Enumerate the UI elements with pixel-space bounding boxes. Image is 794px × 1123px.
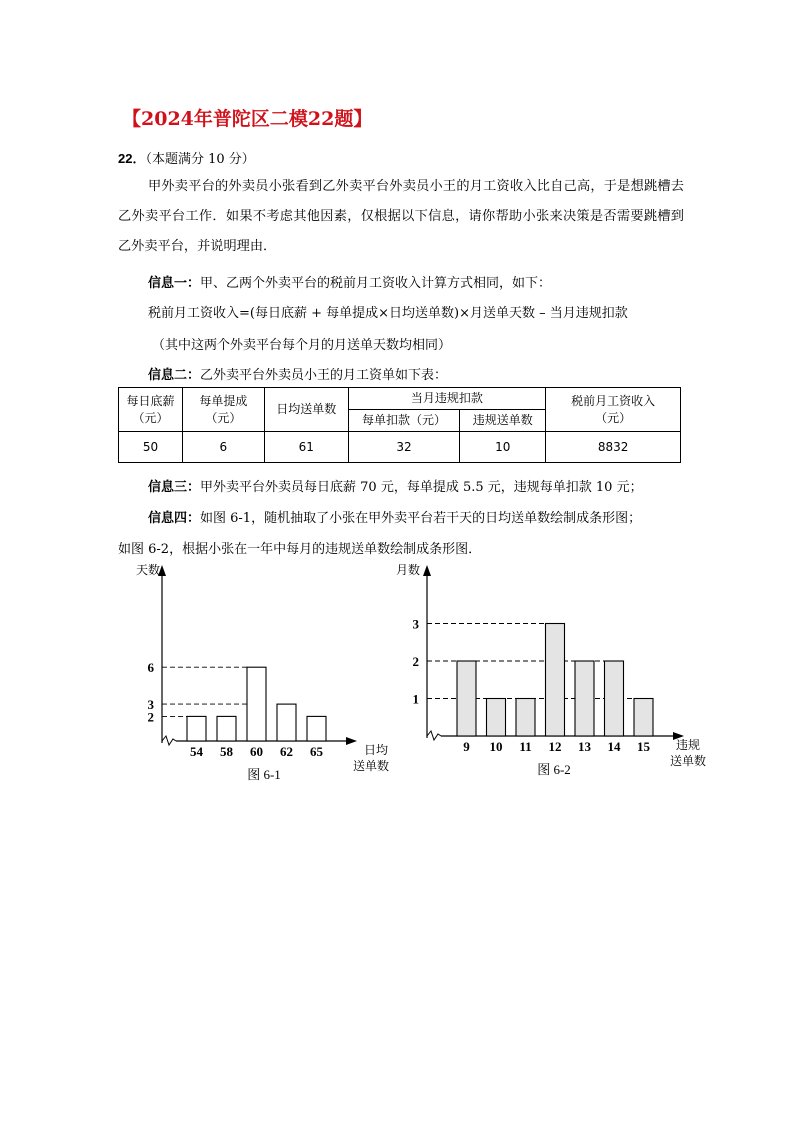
x-tick-label: 11 xyxy=(519,739,532,754)
y-axis-label: 月数 xyxy=(396,563,421,577)
table-cell: 50 xyxy=(119,432,183,463)
info1-label: 信息一： xyxy=(148,276,201,291)
x-tick-label: 62 xyxy=(280,744,293,759)
bar xyxy=(247,667,266,741)
info4-line2: 如图 6-2，根据小张在一年中每月的违规送单数绘制成条形图． xyxy=(118,542,482,557)
info4 xyxy=(148,507,641,526)
bar xyxy=(457,661,476,736)
info4-text: 如图 6-1，随机抽取了小张在甲外卖平台若干天的日均送单数绘制成条形图； xyxy=(200,511,642,526)
y-tick-label: 3 xyxy=(147,697,154,713)
x-axis-label: 违规 xyxy=(676,738,701,752)
th-base-pay: 每日底薪 （元） xyxy=(119,388,183,432)
question-header xyxy=(118,148,255,167)
info4-label: 信息四： xyxy=(148,511,201,526)
problem-title: 【2024年普陀区二模22题】 xyxy=(122,108,373,130)
axis-break xyxy=(162,736,176,745)
salary-table xyxy=(118,387,681,463)
th-daily-orders: 日均送单数 xyxy=(264,388,348,432)
y-tick-label: 3 xyxy=(412,616,419,632)
y-axis-label: 天数 xyxy=(136,563,161,577)
table-cell: 32 xyxy=(348,432,460,463)
bar xyxy=(634,699,653,737)
bar xyxy=(546,624,565,737)
question-number: 22． xyxy=(118,151,146,166)
formula-note: （其中这两个外卖平台每个月的月送单天数均相同） xyxy=(152,338,452,353)
x-tick-label: 14 xyxy=(607,739,621,754)
bar xyxy=(516,699,535,737)
table-cell: 6 xyxy=(182,432,264,463)
table-cell: 8832 xyxy=(546,432,681,463)
x-tick-label: 10 xyxy=(489,739,503,754)
axis-break xyxy=(427,731,441,740)
bar xyxy=(307,716,326,741)
y-axis-arrow xyxy=(423,565,431,576)
question-paragraph: 甲外卖平台的外卖员小张看到乙外卖平台外卖员小王的月工资收入比自己高，于是想跳槽去乙外卖平台工作．如果不考虑其他因素，仅根据以下信息，请你帮助小张来决策是否需要跳槽到乙外卖平台，并说明理由． xyxy=(118,179,684,254)
th-income: 税前月工资收入 （元） xyxy=(546,388,681,432)
info1 xyxy=(148,272,551,291)
chart-caption: 图 6-2 xyxy=(537,762,571,777)
score-note: （本题满分 10 分） xyxy=(145,152,255,167)
th-deduction-group: 当月违规扣款 xyxy=(348,388,546,410)
x-tick-label: 54 xyxy=(190,744,203,759)
x-axis-label: 日均 xyxy=(364,743,389,757)
x-axis-label: 送单数 xyxy=(353,759,390,773)
y-tick-label: 6 xyxy=(147,660,154,676)
bar xyxy=(487,699,506,737)
table-cell: 10 xyxy=(460,432,546,463)
bar xyxy=(575,661,594,736)
x-tick-label: 60 xyxy=(250,744,263,759)
x-tick-label: 58 xyxy=(220,744,233,759)
chart-6-2 xyxy=(380,560,720,790)
x-tick-label: 65 xyxy=(310,744,323,759)
info3-label: 信息三： xyxy=(148,480,201,495)
x-tick-label: 13 xyxy=(578,739,591,754)
y-tick-label: 2 xyxy=(147,709,154,725)
bar xyxy=(187,716,206,741)
th-deduction-per: 每单扣款（元） xyxy=(348,410,460,432)
y-tick-label: 1 xyxy=(412,691,419,707)
y-tick-label: 2 xyxy=(412,654,419,669)
x-tick-label: 9 xyxy=(463,739,470,754)
info2-text: 乙外卖平台外卖员小王的月工资单如下表： xyxy=(200,368,448,383)
info1-text: 甲、乙两个外卖平台的税前月工资收入计算方式相同，如下： xyxy=(200,276,552,291)
chart-caption: 图 6-1 xyxy=(247,767,281,782)
formula: 税前月工资收入=(每日底薪 + 每单提成×日均送单数)×月送单天数 – 当月违规扣款 xyxy=(148,306,628,321)
x-axis-label: 送单数 xyxy=(670,754,707,768)
table-row xyxy=(119,432,681,463)
table-cell: 61 xyxy=(264,432,348,463)
th-commission: 每单提成 （元） xyxy=(182,388,264,432)
x-tick-label: 15 xyxy=(637,739,650,754)
bar xyxy=(605,661,624,736)
bar xyxy=(277,704,296,741)
chart-6-1 xyxy=(120,560,410,790)
info2-label: 信息二： xyxy=(148,368,201,383)
x-axis-arrow xyxy=(346,737,357,745)
x-tick-label: 12 xyxy=(548,739,562,754)
bar xyxy=(217,716,236,741)
th-violation-orders: 违规送单数 xyxy=(460,410,546,432)
info2 xyxy=(148,364,447,383)
info3-text: 甲外卖平台外卖员每日底薪 70 元，每单提成 5.5 元，违规每单扣款 10 元； xyxy=(200,480,643,495)
info3 xyxy=(148,476,643,495)
